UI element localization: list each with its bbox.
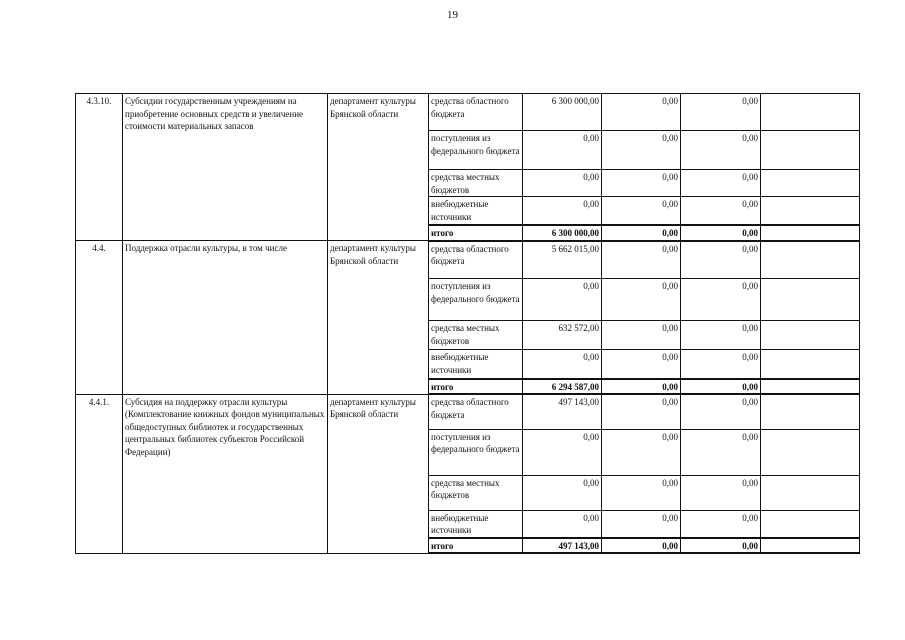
amount-year-3: 0,00 <box>681 225 761 241</box>
amount-year-1: 0,00 <box>523 131 602 170</box>
funding-source: внебюджетные источники <box>429 197 523 225</box>
amount-year-3: 0,00 <box>681 394 761 429</box>
amount-year-3: 0,00 <box>681 379 761 395</box>
amount-year-1: 0,00 <box>523 197 602 225</box>
funding-source: средства местных бюджетов <box>429 475 523 510</box>
amount-year-1: 632 572,00 <box>523 321 602 350</box>
table-row <box>76 241 860 279</box>
notes-cell <box>761 170 860 197</box>
item-name: Поддержка отрасли культуры, в том числе <box>123 241 328 395</box>
amount-year-3: 0,00 <box>681 321 761 350</box>
amount-year-2: 0,00 <box>602 170 681 197</box>
item-name: Субсидия на поддержку отрасли культуры (Комплектование книжных фондов муниципальных общедоступных библиотек и государственных центральных библиотек субъектов Российской Федерации) <box>123 394 328 553</box>
item-code: 4.4. <box>76 241 123 395</box>
amount-year-2: 0,00 <box>602 510 681 538</box>
notes-cell <box>761 475 860 510</box>
amount-year-3: 0,00 <box>681 510 761 538</box>
funding-source: поступления из федерального бюджета <box>429 429 523 475</box>
amount-year-3: 0,00 <box>681 241 761 279</box>
notes-cell <box>761 321 860 350</box>
amount-year-1: 0,00 <box>523 350 602 379</box>
table-row <box>76 94 860 131</box>
notes-cell <box>761 241 860 279</box>
notes-cell <box>761 94 860 131</box>
executor: департамент культуры Брянской области <box>328 94 429 241</box>
table-row <box>76 394 860 429</box>
amount-year-3: 0,00 <box>681 197 761 225</box>
funding-source: внебюджетные источники <box>429 510 523 538</box>
amount-year-2: 0,00 <box>602 279 681 321</box>
amount-year-2: 0,00 <box>602 394 681 429</box>
amount-year-2: 0,00 <box>602 379 681 395</box>
budget-table <box>75 93 860 554</box>
executor: департамент культуры Брянской области <box>328 394 429 553</box>
amount-year-2: 0,00 <box>602 321 681 350</box>
amount-year-1: 6 294 587,00 <box>523 379 602 395</box>
funding-source: средства областного бюджета <box>429 241 523 279</box>
amount-year-2: 0,00 <box>602 197 681 225</box>
amount-year-1: 6 300 000,00 <box>523 225 602 241</box>
amount-year-3: 0,00 <box>681 475 761 510</box>
amount-year-1: 6 300 000,00 <box>523 94 602 131</box>
amount-year-1: 5 662 015,00 <box>523 241 602 279</box>
amount-year-3: 0,00 <box>681 94 761 131</box>
amount-year-1: 0,00 <box>523 170 602 197</box>
notes-cell <box>761 225 860 241</box>
amount-year-2: 0,00 <box>602 350 681 379</box>
executor: департамент культуры Брянской области <box>328 241 429 395</box>
notes-cell <box>761 429 860 475</box>
amount-year-2: 0,00 <box>602 538 681 554</box>
notes-cell <box>761 131 860 170</box>
notes-cell <box>761 538 860 554</box>
funding-source: средства местных бюджетов <box>429 321 523 350</box>
amount-year-2: 0,00 <box>602 94 681 131</box>
funding-source: средства областного бюджета <box>429 394 523 429</box>
amount-year-1: 0,00 <box>523 510 602 538</box>
page-number: 19 <box>447 9 458 21</box>
amount-year-3: 0,00 <box>681 131 761 170</box>
amount-year-2: 0,00 <box>602 475 681 510</box>
amount-year-1: 497 143,00 <box>523 394 602 429</box>
notes-cell <box>761 394 860 429</box>
amount-year-3: 0,00 <box>681 429 761 475</box>
amount-year-2: 0,00 <box>602 225 681 241</box>
amount-year-3: 0,00 <box>681 170 761 197</box>
notes-cell <box>761 510 860 538</box>
funding-source: внебюджетные источники <box>429 350 523 379</box>
funding-source: итого <box>429 379 523 395</box>
notes-cell <box>761 197 860 225</box>
amount-year-1: 0,00 <box>523 429 602 475</box>
amount-year-3: 0,00 <box>681 350 761 379</box>
amount-year-1: 497 143,00 <box>523 538 602 554</box>
funding-source: итого <box>429 225 523 241</box>
funding-source: итого <box>429 538 523 554</box>
item-code: 4.4.1. <box>76 394 123 553</box>
funding-source: средства областного бюджета <box>429 94 523 131</box>
amount-year-1: 0,00 <box>523 279 602 321</box>
funding-source: поступления из федерального бюджета <box>429 279 523 321</box>
funding-source: поступления из федерального бюджета <box>429 131 523 170</box>
notes-cell <box>761 279 860 321</box>
amount-year-1: 0,00 <box>523 475 602 510</box>
amount-year-2: 0,00 <box>602 241 681 279</box>
item-code: 4.3.10. <box>76 94 123 241</box>
item-name: Субсидии государственным учреждениям на приобретение основных средств и увеличение стоимости материальных запасов <box>123 94 328 241</box>
amount-year-2: 0,00 <box>602 429 681 475</box>
amount-year-3: 0,00 <box>681 279 761 321</box>
notes-cell <box>761 379 860 395</box>
notes-cell <box>761 350 860 379</box>
amount-year-2: 0,00 <box>602 131 681 170</box>
budget-table-body <box>76 94 860 554</box>
funding-source: средства местных бюджетов <box>429 170 523 197</box>
amount-year-3: 0,00 <box>681 538 761 554</box>
